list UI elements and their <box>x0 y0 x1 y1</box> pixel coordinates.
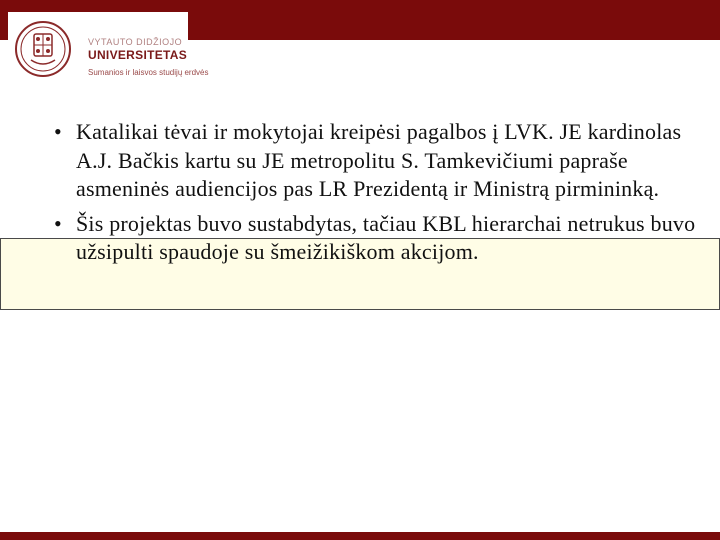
bullet-list <box>40 118 710 273</box>
university-seal-icon <box>14 18 72 80</box>
university-motto: Sumanios ir laisvos studijų erdvės <box>88 68 209 77</box>
bullet-text: Šis projektas buvo sustabdytas, tačiau KBL hierarchai netrukus buvo užsipulti spaudoje su šmeižikiškom akcijom. <box>76 210 696 264</box>
university-subtitle: VYTAUTO DIDŽIOJO <box>88 37 183 47</box>
footer-band <box>0 532 720 540</box>
university-name: UNIVERSITETAS <box>88 48 188 62</box>
bullet-item <box>40 118 710 204</box>
bullet-icon: • <box>54 210 62 236</box>
university-logo <box>8 12 209 82</box>
bullet-icon: • <box>54 119 62 144</box>
bullet-text: Katalikai tėvai ir mokytojai kreipėsi pagalbos į LVK. JE kardinolas A.J. Bačkis kartu su JE metropolitu S. Tamkevičiumi papraše asmeninės audiencijos pas LR Prezidentą ir Ministrą pirmininką. <box>76 119 682 201</box>
bullet-item <box>40 210 710 267</box>
